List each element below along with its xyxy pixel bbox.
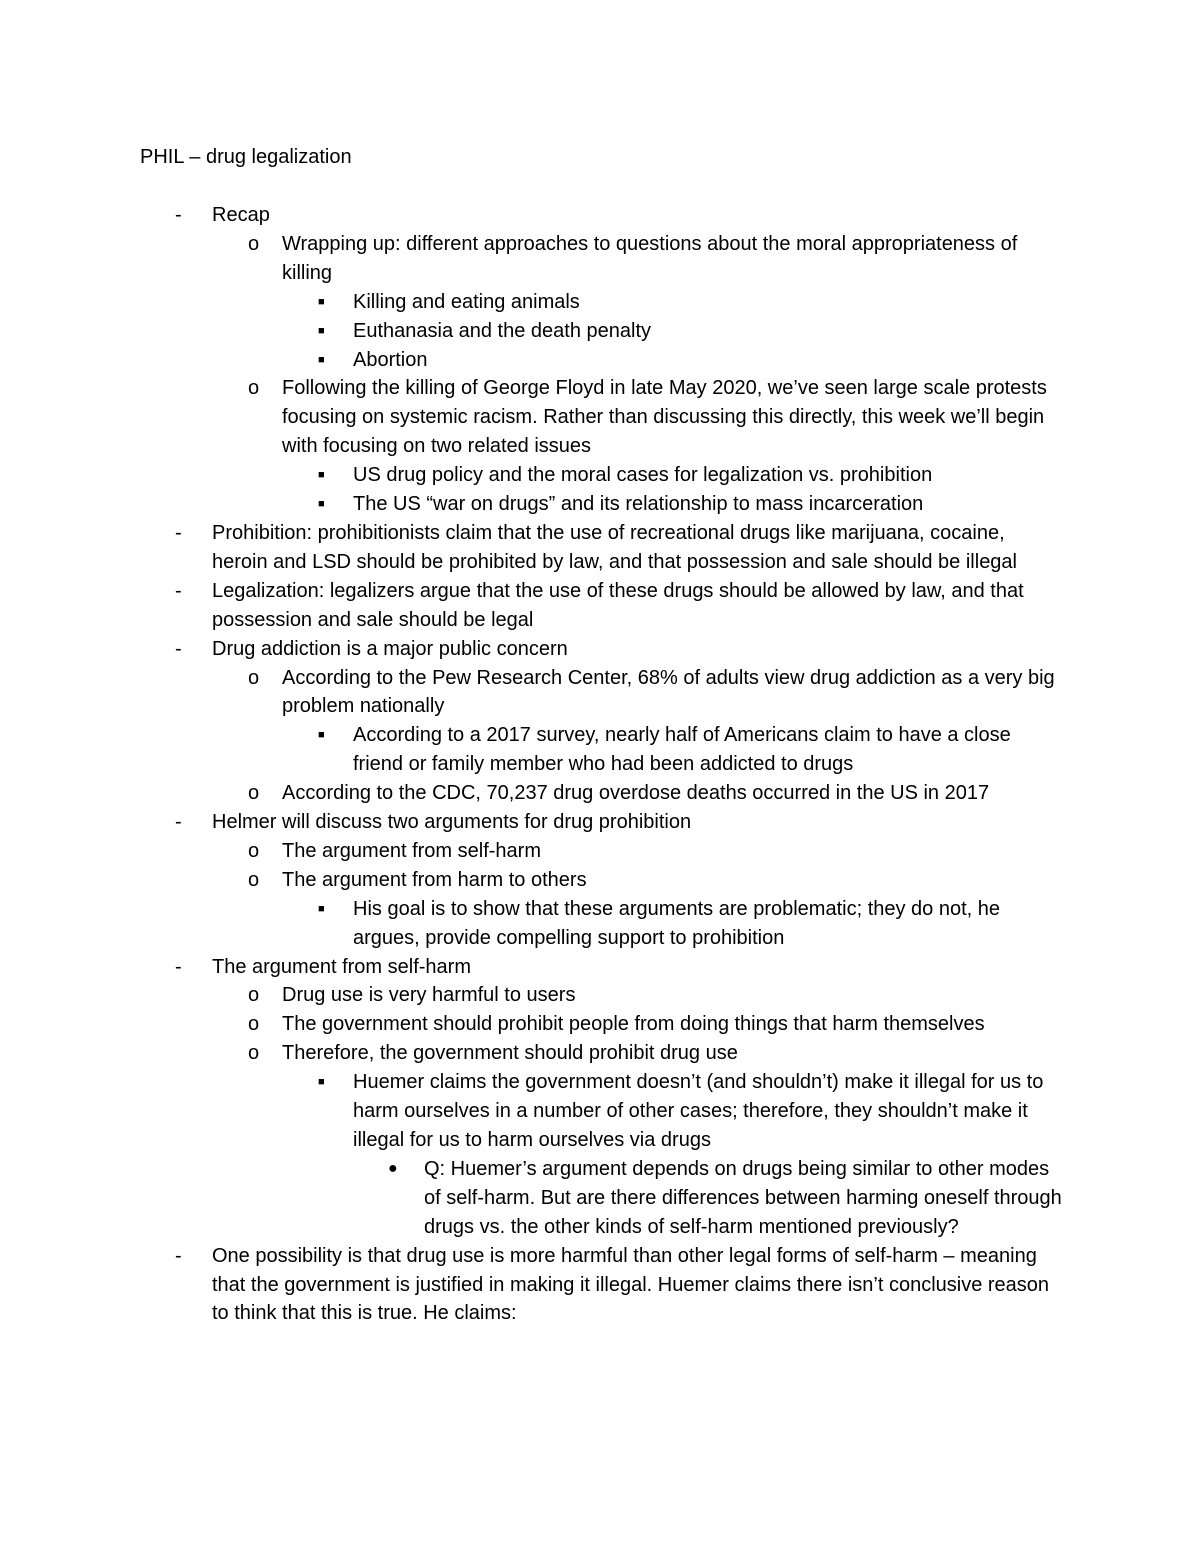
bullet-marker-level3: ■: [318, 1076, 325, 1089]
outline-item-text: Wrapping up: different approaches to questions about the moral appropriateness of killing: [282, 232, 1018, 284]
bullet-marker-level3: ■: [318, 498, 325, 511]
outline-item-text: Helmer will discuss two arguments for drug prohibition: [212, 811, 692, 834]
bullet-marker-level2: o: [248, 232, 260, 255]
outline-item-level3: [0, 317, 1063, 346]
outline-item-level2: [0, 1010, 1062, 1039]
outline-item-text: One possibility is that drug use is more harmful than other legal forms of self-harm – meaning that the government is justified in making it illegal. Huemer claims there isn’t conclusive reason to think that this is true. He claims:: [212, 1244, 1050, 1325]
bullet-marker-level3: ■: [318, 469, 325, 482]
outline-item-text: Legalization: legalizers argue that the use of these drugs should be allowed by law, and that possession and sale should be legal: [212, 579, 1024, 631]
bullet-marker-level2: o: [248, 839, 260, 862]
outline-item-level2: [0, 1039, 1062, 1068]
outline-item-text: The government should prohibit people from doing things that harm themselves: [282, 1013, 985, 1036]
bullet-marker-level2: o: [248, 1013, 260, 1036]
bullet-marker-level3: ■: [318, 353, 325, 366]
bullet-marker-level2: o: [248, 1042, 260, 1065]
outline-item-level1: [0, 808, 1062, 837]
outline-item-text: Therefore, the government should prohibit drug use: [282, 1042, 738, 1065]
outline-item-text: Euthanasia and the death penalty: [353, 319, 652, 342]
bullet-marker-level1: -: [175, 955, 182, 978]
bullet-marker-level1: -: [175, 1244, 182, 1267]
outline-item-text: Abortion: [353, 348, 428, 371]
bullet-marker-level3: ■: [318, 902, 325, 915]
bullet-marker-level3: ■: [318, 295, 325, 308]
outline-item-level2: [0, 374, 1062, 461]
outline-item-text: Killing and eating animals: [353, 290, 580, 313]
outline-item-level1: [0, 1242, 1062, 1329]
outline-item-level4: [0, 1155, 1064, 1242]
outline-item-text: Q: Huemer’s argument depends on drugs being similar to other modes of self-harm. But are there differences between harming oneself through drugs vs. the other kinds of self-harm mentioned previously?: [424, 1157, 1062, 1238]
outline-item-text: Following the killing of George Floyd in late May 2020, we’ve seen large scale protests focusing on systemic racism. Rather than discussing this directly, this week we’ll begin with focusing on two related issues: [282, 377, 1047, 458]
outline-item-text: The argument from harm to others: [282, 868, 587, 891]
outline-item-level2: [0, 866, 1062, 895]
outline-item-text: The argument from self-harm: [212, 955, 471, 978]
outline-item-text: His goal is to show that these arguments are problematic; they do not, he argues, provide compelling support to prohibition: [353, 897, 1001, 949]
outline-item-text: According to a 2017 survey, nearly half of Americans claim to have a close friend or family member who had been addicted to drugs: [353, 724, 1011, 776]
outline-item-text: Drug use is very harmful to users: [282, 984, 576, 1007]
bullet-marker-level4: ●: [388, 1159, 398, 1177]
outline-item-level1: [0, 201, 1062, 230]
document-title: PHIL – drug legalization: [140, 146, 352, 168]
bullet-marker-level2: o: [248, 666, 260, 689]
bullet-marker-level1: -: [175, 637, 182, 660]
outline-item-text: The argument from self-harm: [282, 839, 541, 862]
bullet-marker-level2: o: [248, 868, 260, 891]
bullet-marker-level3: ■: [318, 729, 325, 742]
outline-item-level1: [0, 635, 1062, 664]
bullet-marker-level2: o: [248, 984, 260, 1007]
outline-item-level2: [0, 779, 1062, 808]
outline-item-level3: [0, 346, 1063, 375]
bullet-marker-level2: o: [248, 377, 260, 400]
outline-item-text: US drug policy and the moral cases for legalization vs. prohibition: [353, 464, 933, 487]
outline-item-text: Prohibition: prohibitionists claim that the use of recreational drugs like marijuana, cocaine, heroin and LSD should be prohibited by law, and that possession and sale should be illegal: [212, 521, 1017, 573]
bullet-marker-level1: -: [175, 204, 182, 226]
outline-item-level3: [0, 721, 1063, 779]
outline-item-level3: [0, 490, 1063, 519]
outline-item-text: According to the CDC, 70,237 drug overdose deaths occurred in the US in 2017: [282, 782, 990, 805]
outline-item-level2: [0, 664, 1062, 722]
outline-item-level3: [0, 461, 1063, 490]
outline-item-level1: [0, 519, 1062, 577]
outline-item-text: According to the Pew Research Center, 68% of adults view drug addiction as a very big problem nationally: [282, 666, 1055, 718]
outline-item-level1: [0, 577, 1062, 635]
outline-item-text: Recap: [212, 204, 270, 226]
outline-item-level2: [0, 837, 1062, 866]
outline-list: [0, 201, 1200, 1328]
bullet-marker-level3: ■: [318, 324, 325, 337]
outline-item-text: Drug addiction is a major public concern: [212, 637, 568, 660]
bullet-marker-level2: o: [248, 782, 260, 805]
outline-item-level1: [0, 953, 1062, 982]
outline-item-level3: [0, 1068, 1063, 1155]
outline-item-level2: [0, 981, 1062, 1010]
bullet-marker-level1: -: [175, 521, 182, 544]
outline-item-level3: [0, 288, 1063, 317]
outline-item-level3: [0, 895, 1063, 953]
bullet-marker-level1: -: [175, 579, 182, 602]
bullet-marker-level1: -: [175, 811, 182, 834]
outline-item-text: Huemer claims the government doesn’t (and shouldn’t) make it illegal for us to harm ourselves in a number of other cases; therefore, they shouldn’t make it illegal for us to harm ourselves via drugs: [353, 1071, 1044, 1151]
outline-item-level2: [0, 230, 1062, 288]
outline-item-text: The US “war on drugs” and its relationship to mass incarceration: [353, 493, 924, 516]
